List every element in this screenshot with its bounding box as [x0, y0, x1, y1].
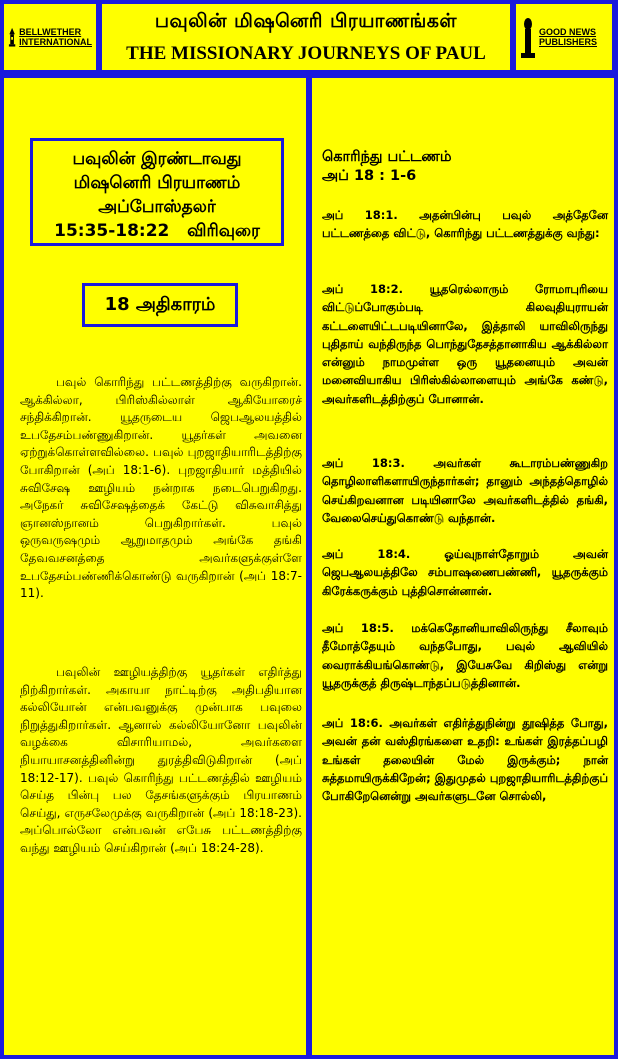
bellwether-logo — [4, 4, 96, 70]
chapter-label: 18 அதிகாரம் — [82, 283, 238, 327]
heading-line: 15:35-18:22 விரிவுரை — [54, 221, 260, 241]
bell-tower-icon — [8, 15, 16, 59]
heading-line: மிஷனெரி பிரயாணம் — [73, 173, 241, 193]
title-english: THE MISSIONARY JOURNEYS OF PAUL — [126, 43, 486, 64]
passage-title: கொரிந்து பட்டணம் — [322, 149, 452, 165]
logo-left-line1: BELLWETHER — [19, 26, 82, 37]
summary-paragraph-1: பவுல் கொரிந்து பட்டணத்திற்கு வருகிறான். ஆக்கில்லா, பிரிஸ்கில்லாள் ஆகியோரைச் சந்திக்கிறான். யூதருடைய ஜெபஆலயத்தில் உபதேசம்பண்ணுகிறான். யூதர்கள் அவனை ஏற்றுக்கொள்ளவில்லை. பவுல் புறஜாதியாரிடத்திற்கு போகிறான் (அப் 18:1-6). புறஜாதியார் மத்தியில் சுவிசேஷ ஊழியம் நன்றாக நடைபெறுகிறது. அநேகர் சுவிசேஷத்தைக் கேட்டு விசுவாசித்து ஞானஸ்நானம் பெறுகிறார்கள். பவுல் ஒருவருஷமும் ஆறுமாதமும் அங்கே தங்கி தேவவசனத்தை அவர்களுக்குள்ளே உபதேசம்பண்ணிக்கொண்டு வருகிறான் (அப் 18:7-11). — [20, 375, 302, 601]
passage-heading — [322, 148, 602, 186]
verse: அப் 18:5. மக்கெதோனியாவிலிருந்து சீலாவும் தீமோத்தேயும் வந்தபோது, பவுல் ஆவியில் வைராக்கியங்கொண்டு, இயேசுவே கிறிஸ்து என்று யூதருக்குத் திருஷ்டாந்தப்படுத்தினான். — [322, 621, 608, 690]
logo-right-line2: PUBLISHERS — [539, 37, 598, 47]
verse: அப் 18:2. யூதரெல்லாரும் ரோமாபுரியை விட்டுப்போகும்படி கிலவுதியுராயன் கட்டளையிட்டபடியினாலே, இத்தாலி யாவிலிருந்து புதிதாய் வந்திருந்த பொந்துதேசத்தானாகிய ஆக்கில்லா என்னும் நாமமுள்ள ஒரு யூதனையும் அவன் மனைவியாகிய பிரிஸ்கில்லாளையும் அங்கே கண்டு, அவர்களிடத்திற்குப் போனான். — [322, 282, 608, 406]
verse: அப் 18:4. ஓய்வுநாள்தோறும் அவன் ஜெபஆலயத்திலே சம்பாஷணைபண்ணி, யூதருக்கும் கிரேக்கருக்கும் புத்திசொன்னான். — [322, 547, 608, 598]
good-news-logo — [516, 4, 612, 70]
title-banner — [102, 4, 510, 70]
logo-right-line1: GOOD NEWS — [539, 26, 597, 37]
right-column — [312, 78, 614, 1055]
heading-line: அப்போஸ்தலர் — [98, 197, 216, 217]
passage-reference: அப் 18 : 1-6 — [322, 168, 417, 184]
title-tamil: பவுலின் மிஷனெரி பிரயாணங்கள் — [154, 10, 458, 32]
verse: அப் 18:3. அவர்கள் கூடாரம்பண்ணுகிற தொழிலாளிகளாயிருந்தார்கள்; தானும் அந்தத்தொழில் செய்கிறவனான படியினாலே அவர்களிடத்தில் தங்கி, வேலைசெய்துகொண்டு வந்தான். — [322, 456, 608, 525]
summary-paragraph-2: பவுலின் ஊழியத்திற்கு யூதர்கள் எதிர்த்து நிற்கிறார்கள். அகாயா நாட்டிற்கு அதிபதியான கல்லியோன் என்பவனுக்கு முன்பாக பவுலை நிறுத்துகிறார்கள். ஆனால் கல்லியோனோ பவுலின் வழக்கை விசாரியாமல், அவர்களை நியாயாசனத்தினின்று துரத்திவிடுகிறான் (அப் 18:12-17). பவுல் கொரிந்து பட்டணத்தில் ஊழியம் செய்த பின்பு பல தேசங்களுக்கும் பிரயாணம் செய்து, எருசலேமுக்கு வருகிறான் (அப் 18:18-23). அப்பொல்லோ என்பவன் எபேசு பட்டணத்திற்கு வந்து ஊழியம் செய்கிறான் (அப் 18:24-28). — [20, 665, 302, 855]
verse: அப் 18:6. அவர்கள் எதிர்த்துநின்று தூஷித்த போது, அவன் தன் வஸ்திரங்களை உதறி: உங்கள் இரத்தப்பழி உங்கள் தலையின் மேல் இருக்கும்; நான் சுத்தமாயிருக்கிறேன்; இதுமுதல் புறஜாதியாரிடத்திற்குப் போகிறேனென்று அவர்களுடனே சொல்லி, — [322, 716, 608, 804]
logo-left-line2: INTERNATIONAL — [19, 37, 92, 47]
section-heading-box — [30, 138, 284, 246]
verse: அப் 18:1. அதன்பின்பு பவுல் அத்தேனே பட்டணத்தை விட்டு, கொரிந்து பட்டணத்துக்கு வந்து: — [322, 208, 608, 241]
lamp-icon — [520, 15, 536, 59]
left-column — [4, 78, 306, 1055]
heading-line: பவுலின் இரண்டாவது — [72, 149, 242, 169]
